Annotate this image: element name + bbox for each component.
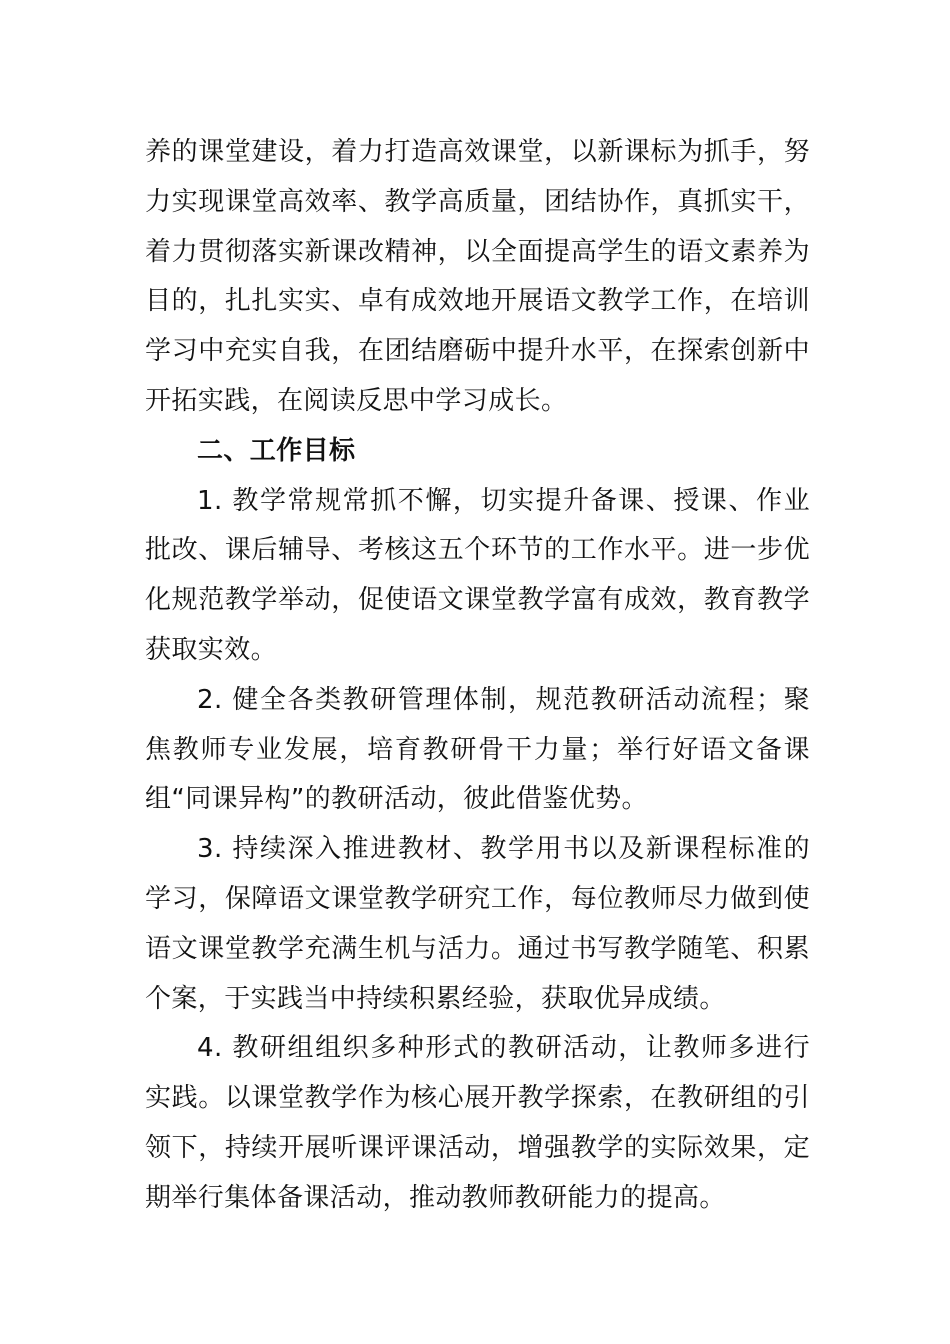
document-body xyxy=(145,128,810,1224)
paragraph-goal-4: 4. 教研组组织多种形式的教研活动，让教师多进行实践。以课堂教学作为核心展开教学探索，在教研组的引领下，持续开展听课评课活动，增强教学的实际效果，定期举行集体备课活动，推动教师教研能力的提高。 xyxy=(145,1033,810,1213)
paragraph-continued: 养的课堂建设，着力打造高效课堂，以新课标为抓手，努力实现课堂高效率、教学高质量，团结协作，真抓实干，着力贯彻落实新课改精神，以全面提高学生的语文素养为目的，扎扎实实、卓有成效地开展语文教学工作，在培训学习中充实自我，在团结磨砺中提升水平，在探索创新中开拓实践，在阅读反思中学习成长。 xyxy=(145,137,810,416)
paragraph-goal-3: 3. 持续深入推进教材、教学用书以及新课程标准的学习，保障语文课堂教学研究工作，每位教师尽力做到使语文课堂教学充满生机与活力。通过书写教学随笔、积累个案，于实践当中持续积累经验，获取优异成绩。 xyxy=(145,834,810,1014)
paragraph-goal-2: 2. 健全各类教研管理体制，规范教研活动流程；聚焦教师专业发展，培育教研骨干力量；举行好语文备课组“同课异构”的教研活动，彼此借鉴优势。 xyxy=(145,684,810,815)
section-heading-work-goals: 二、工作目标 xyxy=(197,435,356,466)
paragraph-goal-1: 1. 教学常规常抓不懈，切实提升备课、授课、作业批改、课后辅导、考核这五个环节的工作水平。进一步优化规范教学举动，促使语文课堂教学富有成效，教育教学获取实效。 xyxy=(145,485,810,665)
